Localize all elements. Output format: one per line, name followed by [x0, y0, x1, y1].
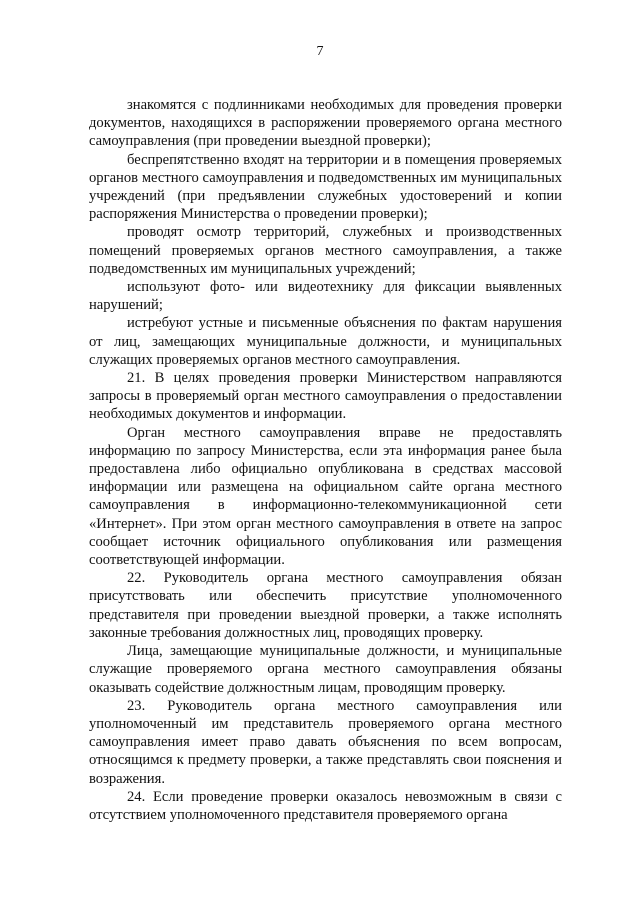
paragraph-inspect-territories: проводят осмотр территорий, служебных и производственных помещений проверяемых органов местного самоуправления, а также подведомственных им муниципальных учреждений; — [89, 224, 562, 277]
page-number: 7 — [316, 44, 324, 59]
paragraph-enter-premises: беспрепятственно входят на территории и в помещения проверяемых органов местного самоуправления и подведомственных им муниципальных учреждений (при предъявлении служебных удостоверений и копии распоряжения Министерства о проведении проверки); — [89, 151, 562, 223]
paragraph-clause-23: 23. Руководитель органа местного самоуправления или уполномоченный им представитель проверяемого органа местного самоуправления имеет право давать объяснения по всем вопросам, относящимся к предмету проверки, а также представлять свои пояснения и возражения. — [89, 697, 562, 787]
paragraph-clause-22-assist: Лица, замещающие муниципальные должности, и муниципальные служащие проверяемого органа местного самоуправления обязаны оказывать содействие должностным лицам, проводящим проверку. — [89, 643, 562, 696]
paragraph-clause-21: 21. В целях проведения проверки Министерством направляются запросы в проверяемый орган местного самоуправления о предоставлении необходимых документов и информации. — [89, 370, 562, 423]
paragraph-clause-21-info: Орган местного самоуправления вправе не предоставлять информацию по запросу Министерства, если эта информация ранее была предоставлена либо официально опубликована в средствах массовой информации или размещена на официальном сайте органа местного самоуправления в информационно-телекоммуникационной сети «Интернет». При этом орган местного самоуправления в ответе на запрос сообщает источник официального опубликования или размещения соответствующей информации. — [89, 424, 562, 569]
paragraph-clause-22: 22. Руководитель органа местного самоуправления обязан присутствовать или обеспечить присутствие уполномоченного представителя при проведении выездной проверки, а также исполнять законные требования должностных лиц, проводящих проверку. — [89, 570, 562, 641]
paragraph-use-photo-video: используют фото- или видеотехнику для фиксации выявленных нарушений; — [89, 279, 562, 314]
paragraph-request-explanations: истребуют устные и письменные объяснения по фактам нарушения от лиц, замещающих муниципальные должности, и муниципальных служащих проверяемых органов местного самоуправления. — [89, 315, 562, 368]
paragraph-clause-24: 24. Если проведение проверки оказалось невозможным в связи с отсутствием уполномоченного представителя проверяемого органа — [89, 788, 562, 823]
document-body — [89, 96, 562, 824]
paragraph-access-documents: знакомятся с подлинниками необходимых для проведения проверки документов, находящихся в распоряжении проверяемого органа местного самоуправления (при проведении выездной проверки); — [89, 97, 562, 150]
